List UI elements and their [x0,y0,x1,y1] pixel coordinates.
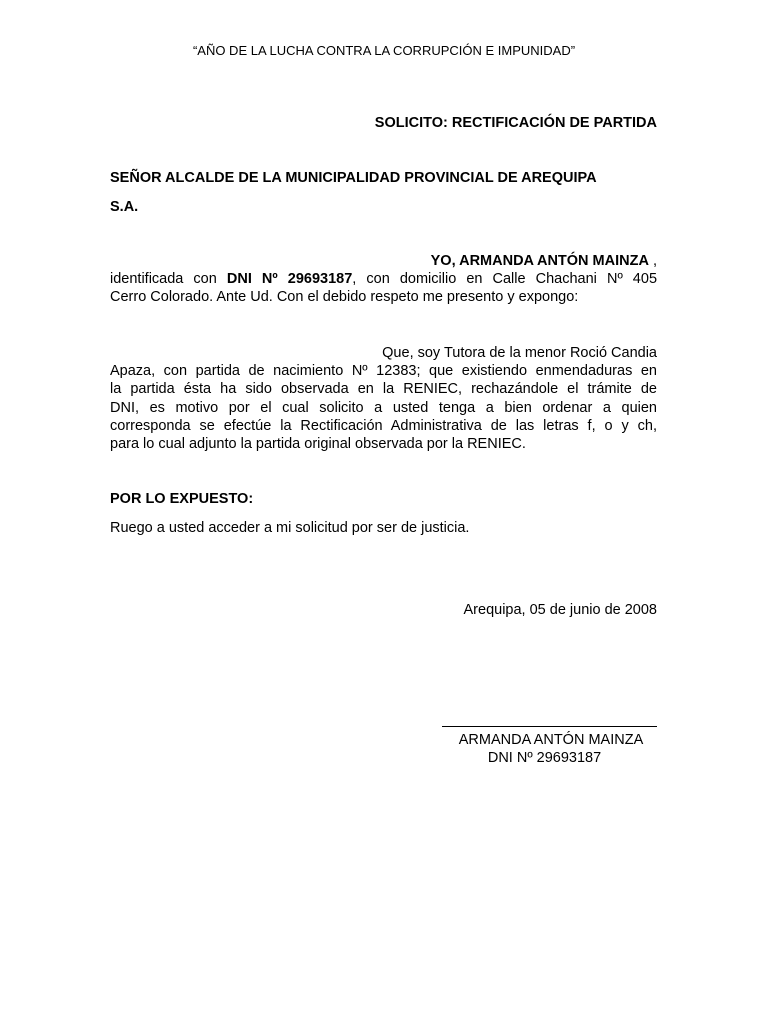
intro-prefix: identificada con [110,271,227,287]
closing-request: Ruego a usted acceder a mi solicitud por ser de justicia. [110,520,470,536]
applicant-name-line [431,252,657,270]
body-line: corresponda se efectúe la Rectificación Administrativa de las letras f, o y ch, [110,417,657,434]
signer-name: ARMANDA ANTÓN MAINZA [458,732,644,748]
applicant-name: YO, ARMANDA ANTÓN MAINZA [430,253,649,269]
subject-line: SOLICITO: RECTIFICACIÓN DE PARTIDA [374,115,657,131]
intro-line-2: Cerro Colorado. Ante Ud. Con el debido respeto me presento y expongo: [110,289,579,306]
applicant-dni: DNI Nº 29693187 [226,271,353,287]
intro-paragraph [110,270,657,306]
body-line: para lo cual adjunto la partida original observada por la RENIEC. [110,435,526,452]
signer-dni: DNI Nº 29693187 [487,750,602,766]
intro-address: , con domicilio en Calle Chachani Nº 405 [352,271,657,287]
body-paragraph [110,344,657,453]
year-motto: “AÑO DE LA LUCHA CONTRA LA CORRUPCIÓN E IMPUNIDAD” [192,43,576,58]
body-line: DNI, es motivo por el cual solicito a usted tenga a bien ordenar a quien [110,399,657,416]
addressee-line-1: SEÑOR ALCALDE DE LA MUNICIPALIDAD PROVINCIAL DE AREQUIPA [110,170,597,186]
signature-line [442,716,657,727]
intro-line-1 [110,270,657,288]
addressee-line-2: S.A. [110,199,139,215]
closing-heading: POR LO EXPUESTO: [110,491,254,507]
place-date: Arequipa, 05 de junio de 2008 [463,602,657,618]
body-line: Que, soy Tutora de la menor Roció Candia [382,345,657,361]
applicant-name-suffix: , [648,253,657,269]
body-line: Apaza, con partida de nacimiento Nº 12383; que existiendo enmendaduras en [110,363,657,380]
body-line: la partida ésta ha sido observada en la RENIEC, rechazándole el trámite de [110,381,657,398]
